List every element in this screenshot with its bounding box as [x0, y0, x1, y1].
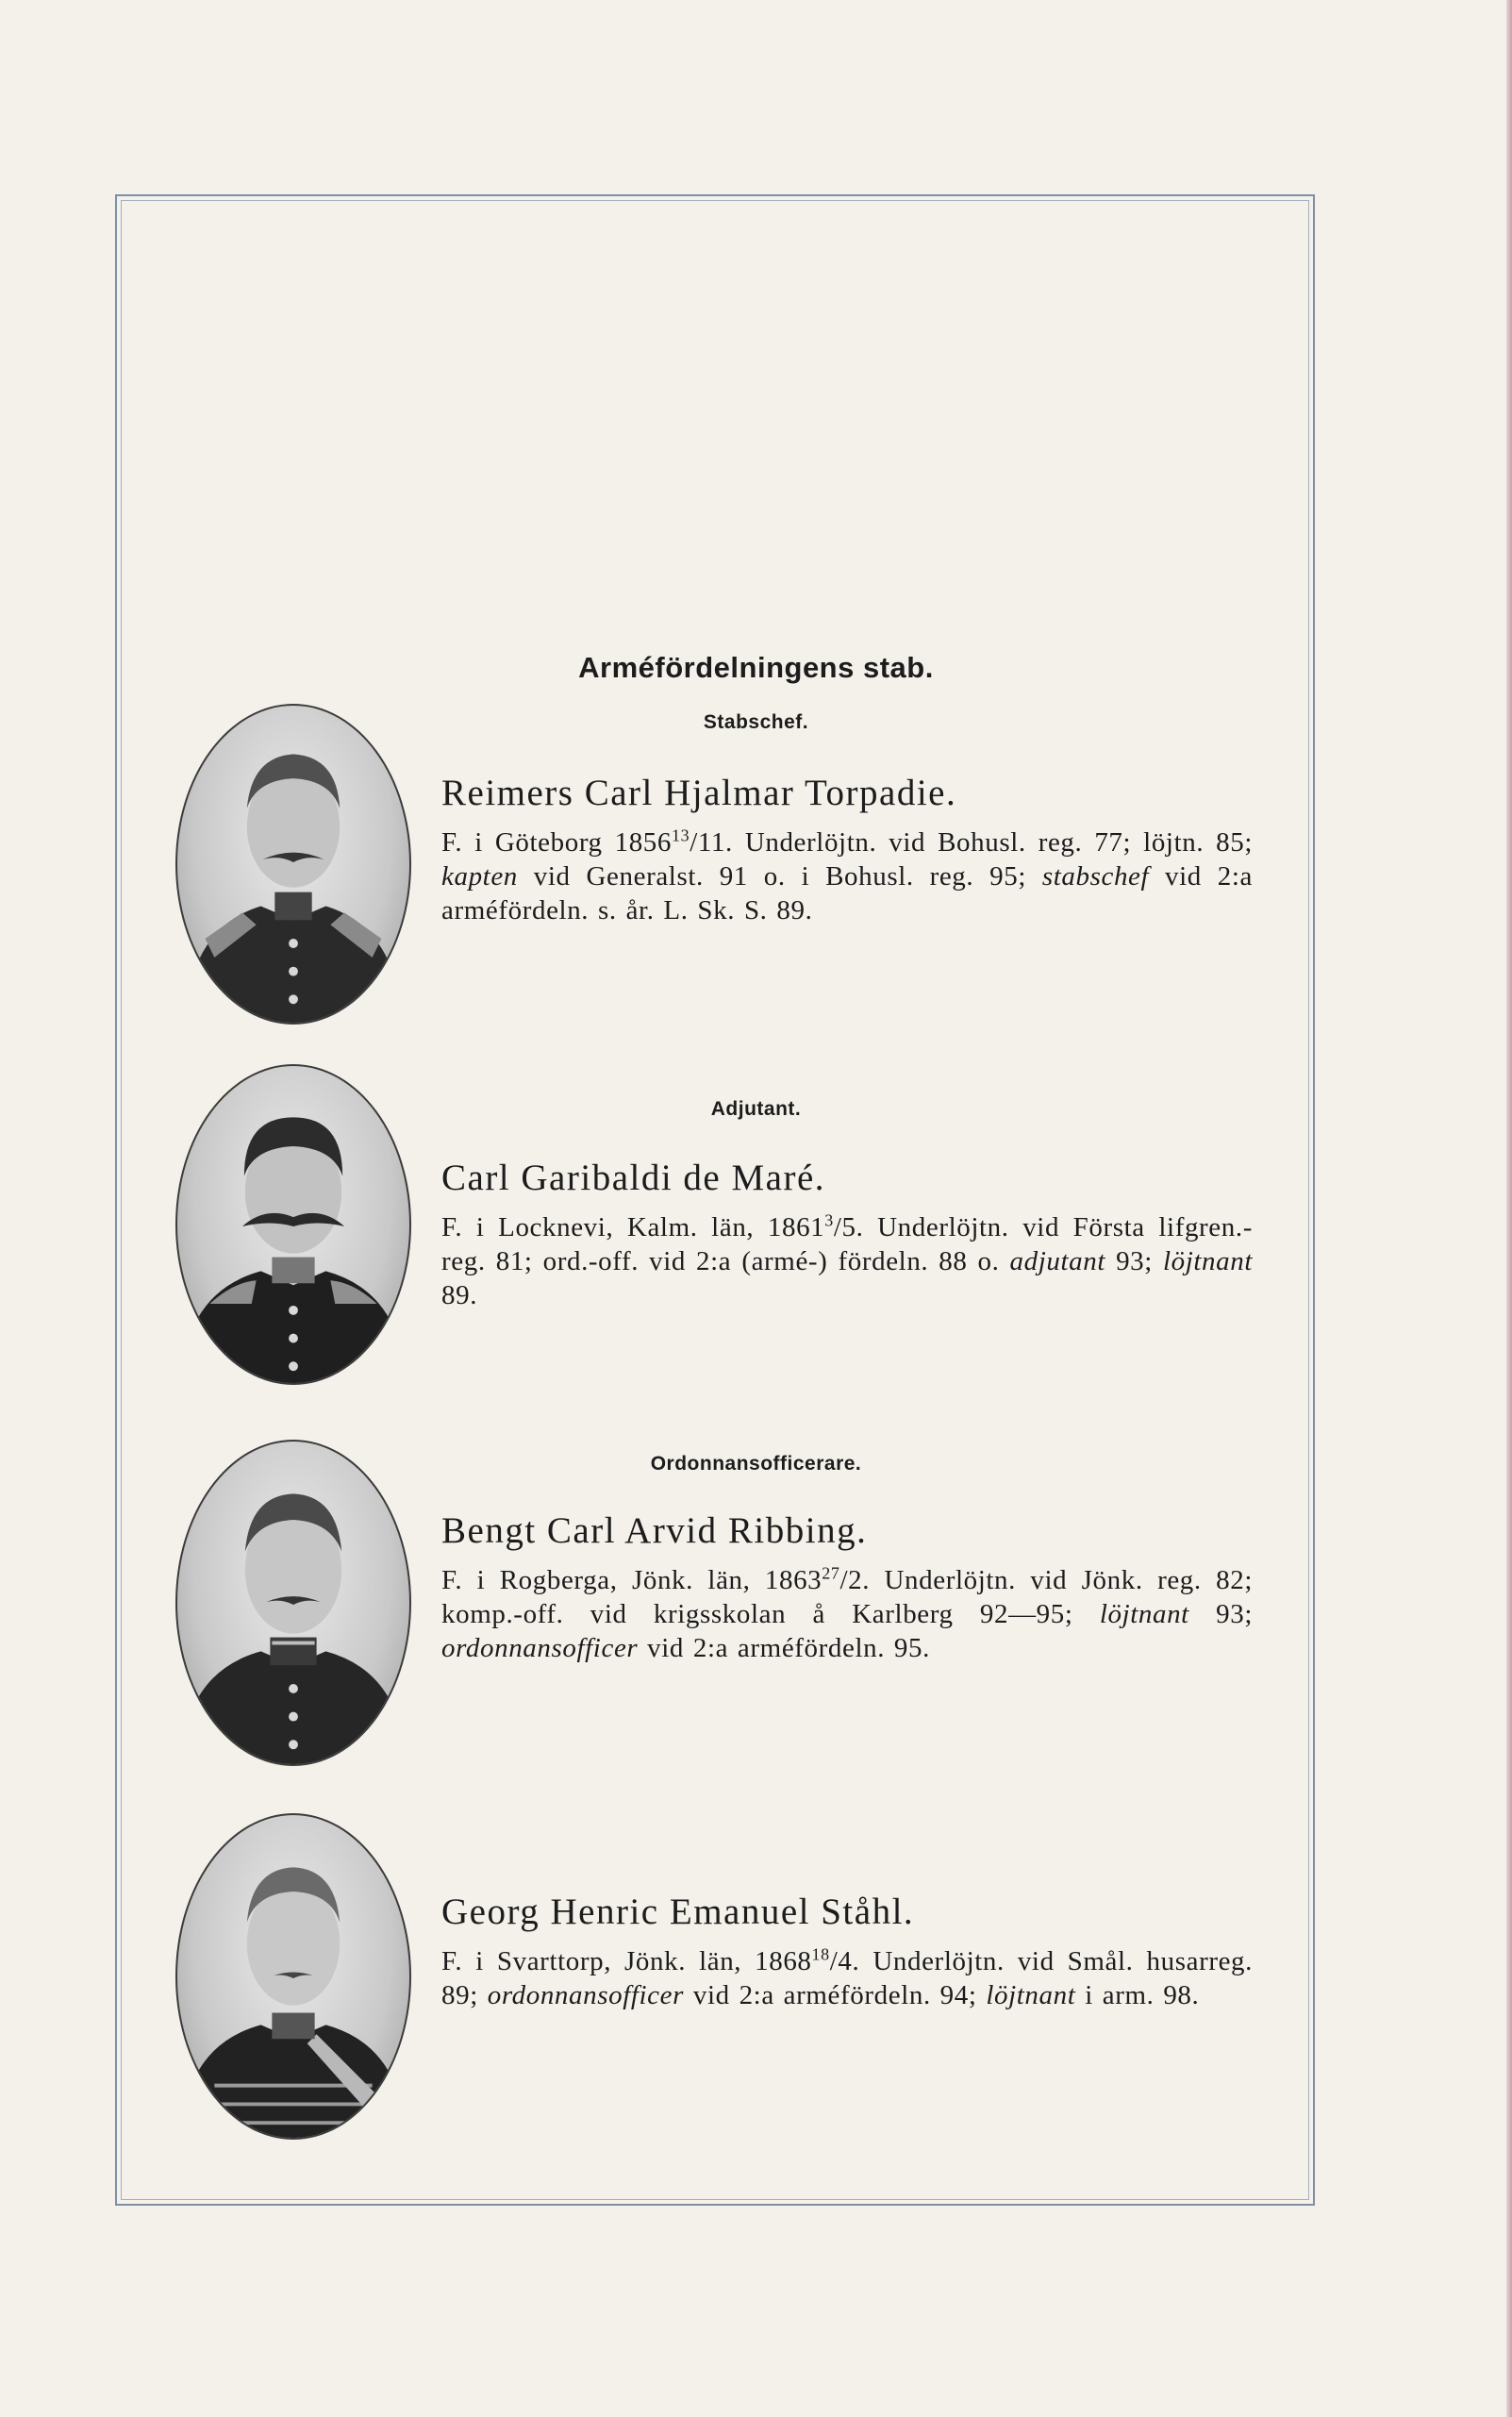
entry-stahl — [441, 1891, 1253, 2012]
bio-text: F. i Rogberga, Jönk. län, 1863 — [441, 1565, 822, 1595]
section-heading-ordonnans: Ordonnansofficerare. — [650, 1453, 862, 1475]
page-title: Arméfördelningens stab. — [578, 651, 934, 684]
entry-ribbing — [441, 1509, 1253, 1665]
portrait-figure-icon — [177, 706, 409, 1023]
bio-text: 89. — [441, 1280, 478, 1310]
bio-text: F. i Locknevi, Kalm. län, 1861 — [441, 1212, 825, 1242]
bio-italic-term: löjtnant — [986, 1980, 1076, 2010]
bio-date-superscript: 18 — [811, 1944, 830, 1964]
section-heading-adjutant: Adjutant. — [710, 1098, 802, 1120]
bio-italic-term: ordonnansofficer — [441, 1633, 639, 1663]
bio-date-superscript: 3 — [824, 1210, 834, 1230]
entry-reimers — [441, 772, 1253, 927]
bio-text: i arm. 98. — [1075, 1980, 1200, 2010]
portrait-reimers — [175, 704, 411, 1025]
bio-text: F. i Svarttorp, Jönk. län, 1868 — [441, 1946, 812, 1976]
portrait-stahl — [175, 1813, 411, 2140]
bio-text: /2. Underlöjtn. vid Jönk. reg. 82; komp.-off. vid krigsskolan å Karlberg 92—95; — [441, 1565, 1253, 1629]
bio-italic-term: ordonnansofficer — [487, 1980, 685, 2010]
bio-date-superscript: 27 — [822, 1563, 840, 1583]
portrait-figure-icon — [177, 1815, 409, 2138]
portrait-figure-icon — [177, 1066, 409, 1383]
entry-name: Bengt Carl Arvid Ribbing. — [441, 1510, 868, 1551]
bio-italic-term: kapten — [441, 861, 518, 892]
bio-text: /11. Underlöjtn. vid Bohusl. reg. 77; löjtn. 85; — [690, 827, 1253, 858]
bio-text: /5. Underlöjtn. vid Första lifgren.-reg. 81; ord.-off. vid 2:a (armé-) fördeln. 88 o. — [441, 1212, 1253, 1276]
entry-name: Georg Henric Emanuel Ståhl. — [441, 1892, 915, 1932]
entry-bio — [441, 1563, 1253, 1665]
bio-text: vid 2:a arméfördeln. 95. — [638, 1633, 930, 1663]
bio-text: vid 2:a arméfördeln. s. år. L. Sk. S. 89. — [441, 861, 1253, 925]
bio-date-superscript: 13 — [672, 825, 690, 845]
entry-bio — [441, 1210, 1253, 1312]
page-edge — [1506, 0, 1512, 2417]
bio-text: vid 2:a arméfördeln. 94; — [684, 1980, 987, 2010]
bio-italic-term: stabschef — [1041, 861, 1150, 892]
bio-italic-term: adjutant — [1009, 1246, 1106, 1276]
bio-text: vid Generalst. 91 o. i Bohusl. reg. 95; — [517, 861, 1042, 892]
entry-name: Carl Garibaldi de Maré. — [441, 1158, 826, 1198]
bio-text: 93; — [1105, 1246, 1163, 1276]
portrait-figure-icon — [177, 1442, 409, 1764]
entry-bio — [441, 825, 1253, 927]
entry-bio — [441, 1944, 1253, 2012]
entry-name: Reimers Carl Hjalmar Torpadie. — [441, 773, 957, 813]
entry-de-mare — [441, 1157, 1253, 1312]
portrait-de-mare — [175, 1064, 411, 1385]
bio-italic-term: löjtnant — [1162, 1246, 1253, 1276]
bio-italic-term: löjtnant — [1099, 1599, 1189, 1629]
section-heading-stabschef: Stabschef. — [703, 711, 809, 733]
bio-text: F. i Göteborg 1856 — [441, 827, 673, 858]
bio-text: /4. Underlöjtn. vid Smål. husarreg. 89; — [441, 1946, 1254, 2010]
portrait-ribbing — [175, 1440, 411, 1766]
bio-text: 93; — [1188, 1599, 1253, 1629]
